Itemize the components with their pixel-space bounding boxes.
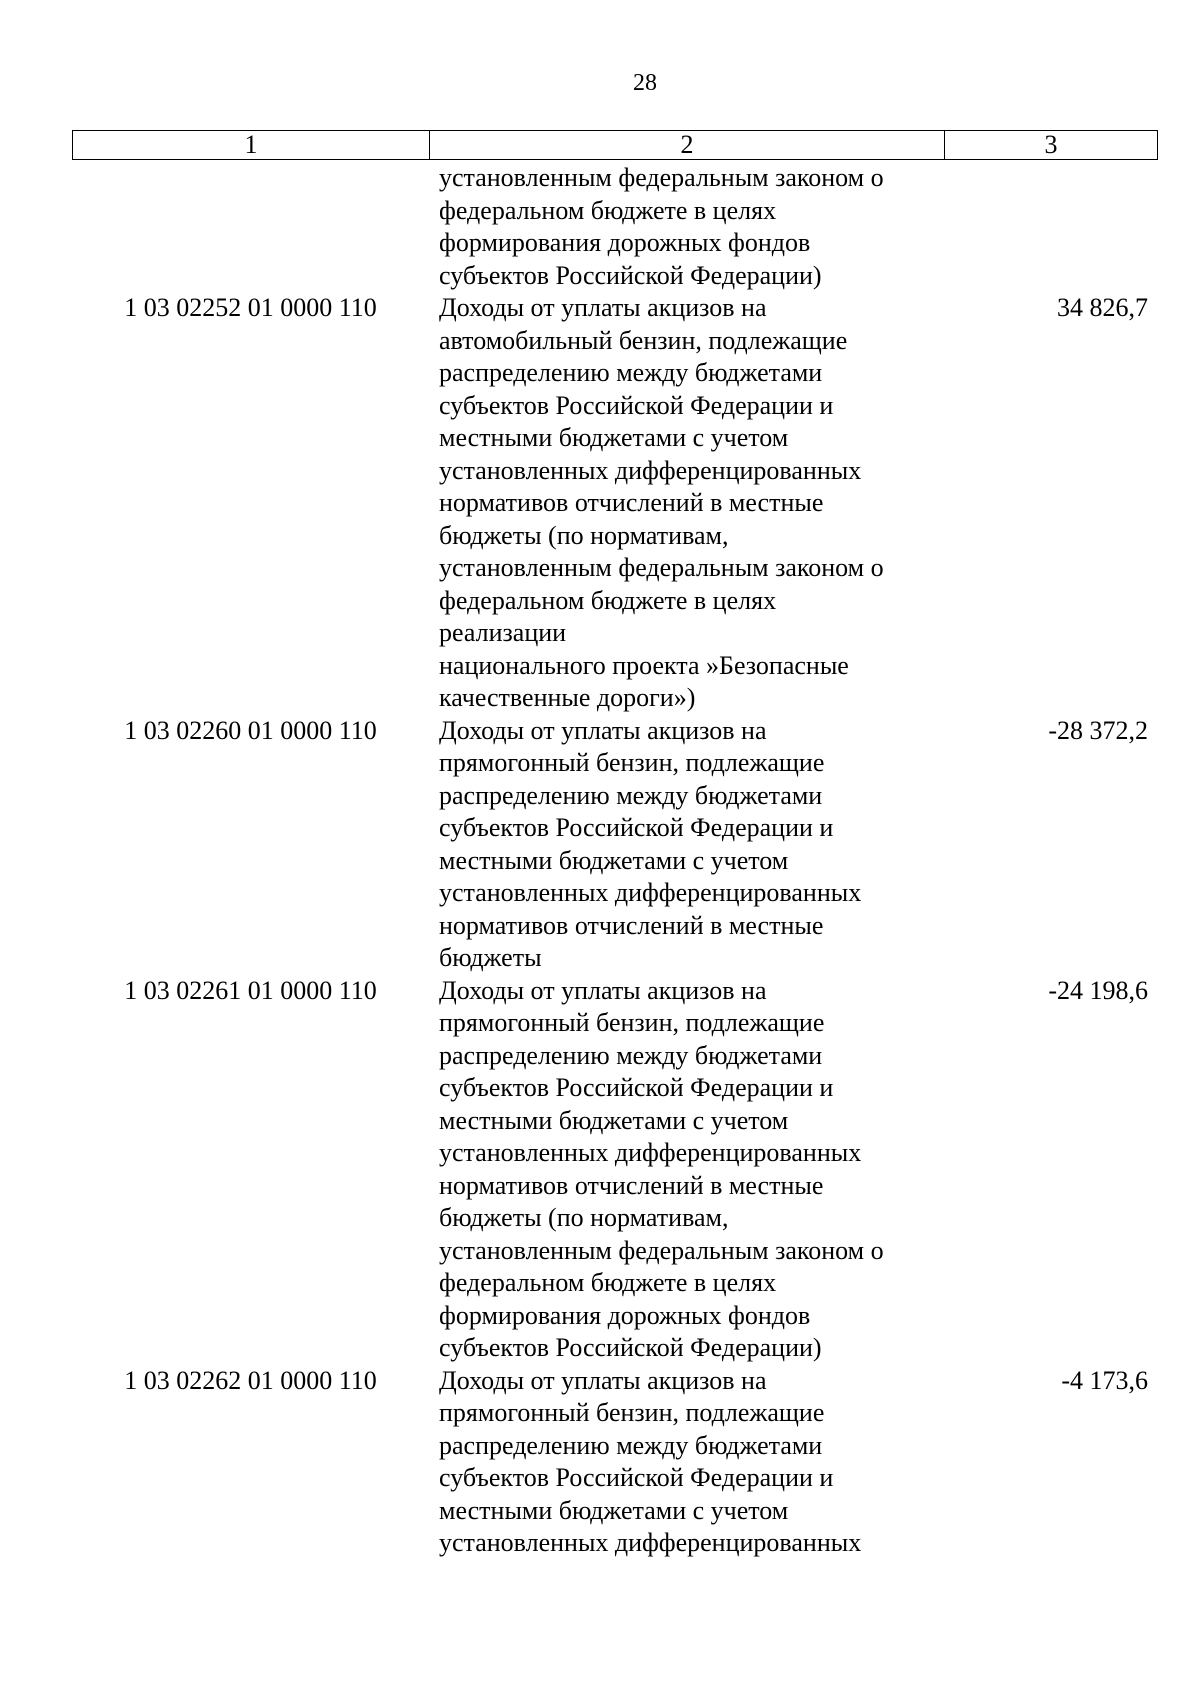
description-line: установленным федеральным законом о <box>439 553 884 582</box>
description-line: нормативов отчислений в местные <box>439 910 824 940</box>
description-line: установленных дифференцированных <box>439 1138 862 1167</box>
description-line: установленным федеральным законом о <box>439 163 884 192</box>
page-number: 28 <box>633 70 657 96</box>
description-line: Доходы от уплаты акцизов на <box>439 293 767 322</box>
description-line: нормативов отчислений в местные <box>439 1170 824 1200</box>
description-line: федеральном бюджете в целях <box>439 1268 777 1297</box>
description-line: федеральном бюджете в целях <box>439 585 777 615</box>
table-row <box>72 162 1158 292</box>
description-line: субъектов Российской Федерации и <box>439 1073 834 1102</box>
row-description <box>429 1365 944 1560</box>
row-description <box>429 292 944 715</box>
row-code <box>72 162 429 292</box>
description-line: федеральном бюджете в целях <box>439 195 777 225</box>
description-line: субъектов Российской Федерации и <box>439 390 834 420</box>
description-line: распределению между бюджетами <box>439 1040 823 1070</box>
description-line: субъектов Российской Федерации и <box>439 813 834 842</box>
description-line: бюджеты (по нормативам, <box>439 520 729 550</box>
description-line: прямогонный бензин, подлежащие <box>439 748 825 777</box>
description-line: качественные дороги») <box>439 683 696 712</box>
table-row <box>72 975 1158 1365</box>
table-row <box>72 1365 1158 1560</box>
row-description <box>429 975 944 1365</box>
description-line: прямогонный бензин, подлежащие <box>439 1398 825 1427</box>
description-line: субъектов Российской Федерации) <box>439 1333 822 1362</box>
row-code: 1 03 02261 01 0000 110 <box>124 975 377 1005</box>
table-header-col2: 2 <box>430 131 945 159</box>
table-header-col3: 3 <box>1044 130 1058 159</box>
row-description <box>429 715 944 975</box>
row-sum: -28 372,2 <box>1048 715 1148 745</box>
description-line: Доходы от уплаты акцизов на <box>439 1365 767 1395</box>
description-line: местными бюджетами с учетом <box>439 1105 789 1135</box>
description-line: установленным федеральным законом о <box>439 1235 884 1265</box>
table-header-col1: 1 <box>73 131 430 159</box>
description-line: установленных дифференцированных <box>439 878 862 907</box>
description-line: национального проекта »Безопасные <box>439 650 849 680</box>
row-sum <box>944 162 1158 292</box>
description-line: автомобильный бензин, подлежащие <box>439 325 848 355</box>
description-line: местными бюджетами с учетом <box>439 1495 789 1525</box>
description-line: формирования дорожных фондов <box>439 1300 811 1330</box>
description-line: распределению между бюджетами <box>439 358 823 387</box>
description-line: распределению между бюджетами <box>439 780 823 810</box>
description-line: бюджеты <box>439 943 542 972</box>
description-line: формирования дорожных фондов <box>439 228 811 257</box>
row-code: 1 03 02260 01 0000 110 <box>124 715 377 745</box>
description-line: местными бюджетами с учетом <box>439 845 789 875</box>
description-line: местными бюджетами с учетом <box>439 423 789 452</box>
row-code: 1 03 02262 01 0000 110 <box>124 1365 377 1395</box>
description-line: субъектов Российской Федерации) <box>439 260 822 290</box>
table-row <box>72 292 1158 715</box>
description-line: распределению между бюджетами <box>439 1430 823 1460</box>
table-row <box>72 715 1158 975</box>
description-line: бюджеты (по нормативам, <box>439 1203 729 1232</box>
description-line: Доходы от уплаты акцизов на <box>439 715 767 745</box>
row-sum: 34 826,7 <box>1057 293 1148 322</box>
description-line: нормативов отчислений в местные <box>439 488 824 517</box>
table-header-row <box>72 130 1158 160</box>
row-code: 1 03 02252 01 0000 110 <box>124 293 377 322</box>
table-body <box>72 162 1158 1560</box>
description-line: Доходы от уплаты акцизов на <box>439 975 767 1005</box>
description-line: субъектов Российской Федерации и <box>439 1463 834 1492</box>
description-line: установленных дифференцированных <box>439 455 862 485</box>
description-line: прямогонный бензин, подлежащие <box>439 1008 825 1037</box>
description-line: реализации <box>439 618 567 647</box>
description-line: установленных дифференцированных <box>439 1528 862 1557</box>
row-description <box>429 162 944 292</box>
row-sum: -4 173,6 <box>1061 1365 1148 1395</box>
row-sum: -24 198,6 <box>1048 975 1148 1005</box>
